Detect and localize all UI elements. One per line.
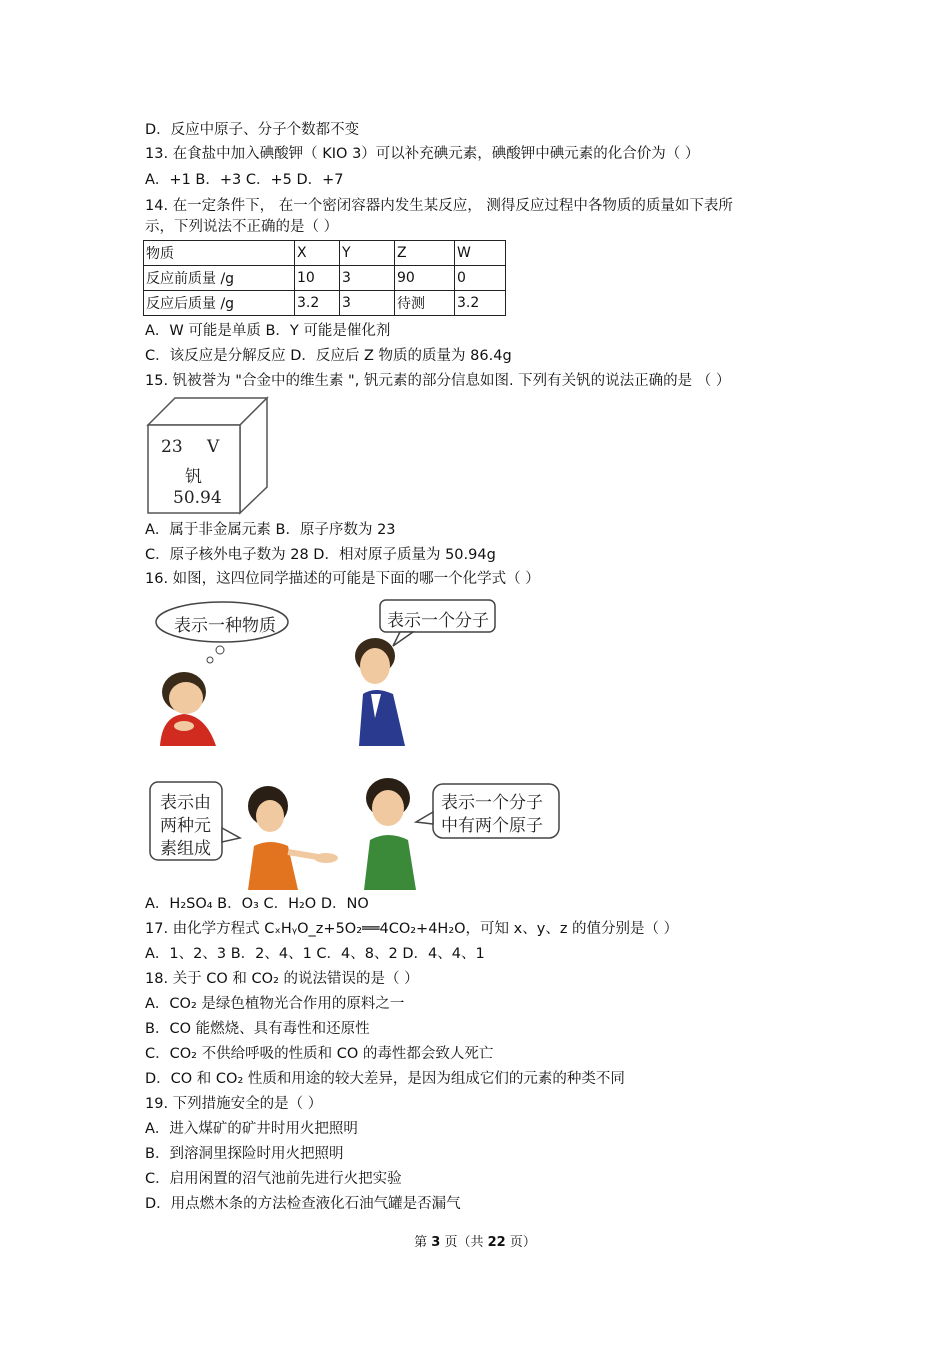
bubble-text-3a: 表示由 — [160, 793, 211, 813]
page-footer — [0, 1231, 950, 1250]
q19-stem: 19. 下列措施安全的是（ ） — [145, 1096, 323, 1112]
table-cell: 0 — [455, 266, 506, 291]
bubble-text-3c: 素组成 — [160, 839, 211, 859]
mass-table — [143, 240, 506, 316]
footer-prefix: 第 — [414, 1235, 432, 1250]
table-cell: 3 — [340, 266, 395, 291]
footer-mid: 页（共 — [440, 1235, 488, 1250]
q13-stem: 13. 在食盐中加入碘酸钾（ KIO 3）可以补充碘元素，碘酸钾中碘元素的化合价为（ ） — [145, 146, 700, 162]
footer-suffix: 页） — [505, 1235, 536, 1250]
q19-option-b: B．到溶洞里探险时用火把照明 — [145, 1146, 344, 1162]
q12-option-d: D．反应中原子、分子个数都不变 — [145, 122, 360, 138]
q14-stem-1: 14. 在一定条件下， 在一个密闭容器内发生某反应， 测得反应过程中各物质的质量如下表所 — [145, 198, 733, 214]
q15-options-ab: A．属于非金属元素 B．原子序数为 23 — [145, 522, 396, 538]
total-page-count: 22 — [487, 1235, 506, 1250]
bubble-text-4b: 中有两个原子 — [441, 816, 543, 836]
cartoon-student-3 — [148, 780, 348, 890]
cartoon-student-2 — [345, 598, 500, 746]
table-cell: 3.2 — [455, 291, 506, 316]
bubble-text-4a: 表示一个分子 — [441, 793, 543, 813]
cartoon-student-1 — [150, 598, 290, 746]
vanadium-element-card — [145, 395, 270, 515]
q16-options: A．H₂SO₄ B．O₃ C．H₂O D．NO — [145, 896, 369, 912]
q17-options: A．1、2、3 B．2、4、1 C．4、8、2 D．4、4、1 — [145, 946, 485, 962]
table-header-row — [144, 241, 506, 266]
q16-stem: 16. 如图，这四位同学描述的可能是下面的哪一个化学式（ ） — [145, 571, 540, 587]
table-cell: 3.2 — [295, 291, 340, 316]
q18-stem: 18. 关于 CO 和 CO₂ 的说法错误的是（ ） — [145, 971, 419, 987]
table-cell: Z — [395, 241, 455, 266]
q15-options-cd: C．原子核外电子数为 28 D．相对原子质量为 50.94g — [145, 547, 496, 563]
q19-option-c: C．启用闲置的沼气池前先进行火把实验 — [145, 1171, 402, 1187]
q14-options-ab: A．W 可能是单质 B．Y 可能是催化剂 — [145, 323, 391, 339]
current-page-number: 3 — [431, 1235, 441, 1250]
q14-stem-2: 示，下列说法不正确的是（ ） — [145, 219, 339, 235]
table-cell: 待测 — [395, 291, 455, 316]
q13-options: A．+1 B．+3 C．+5 D．+7 — [145, 172, 344, 188]
element-name: 钒 — [185, 467, 202, 487]
cartoon-student-4 — [358, 770, 563, 890]
table-cell: 反应后质量 /g — [144, 291, 295, 316]
q19-option-d: D．用点燃木条的方法检查液化石油气罐是否漏气 — [145, 1196, 461, 1212]
bubble-text-3b: 两种元 — [160, 816, 211, 836]
table-cell: 90 — [395, 266, 455, 291]
atomic-number: 23 — [161, 437, 183, 457]
table-cell: X — [295, 241, 340, 266]
table-cell: 3 — [340, 291, 395, 316]
q18-option-a: A．CO₂ 是绿色植物光合作用的原料之一 — [145, 996, 405, 1012]
q17-stem: 17. 由化学方程式 CₓHᵧO_z+5O₂══4CO₂+4H₂O，可知 x、y、z 的值分别是（ ） — [145, 921, 679, 937]
atomic-mass: 50.94 — [173, 488, 222, 508]
table-row — [144, 291, 506, 316]
table-cell: 反应前质量 /g — [144, 266, 295, 291]
table-row — [144, 266, 506, 291]
q18-option-b: B．CO 能燃烧、具有毒性和还原性 — [145, 1021, 370, 1037]
q18-option-c: C．CO₂ 不供给呼吸的性质和 CO 的毒性都会致人死亡 — [145, 1046, 494, 1062]
q19-option-a: A．进入煤矿的矿井时用火把照明 — [145, 1121, 358, 1137]
bubble-text-2: 表示一个分子 — [387, 611, 489, 631]
element-symbol: V — [207, 437, 220, 457]
q14-options-cd: C．该反应是分解反应 D．反应后 Z 物质的质量为 86.4g — [145, 348, 512, 364]
table-cell: Y — [340, 241, 395, 266]
table-cell: 物质 — [144, 241, 295, 266]
table-cell: W — [455, 241, 506, 266]
q15-stem: 15. 钒被誉为 "合金中的维生素 ", 钒元素的部分信息如图. 下列有关钒的说法正确的是 （ ） — [145, 373, 731, 389]
bubble-text-1: 表示一种物质 — [174, 616, 276, 636]
q18-option-d: D．CO 和 CO₂ 性质和用途的较大差异，是因为组成它们的元素的种类不同 — [145, 1071, 625, 1087]
table-cell: 10 — [295, 266, 340, 291]
